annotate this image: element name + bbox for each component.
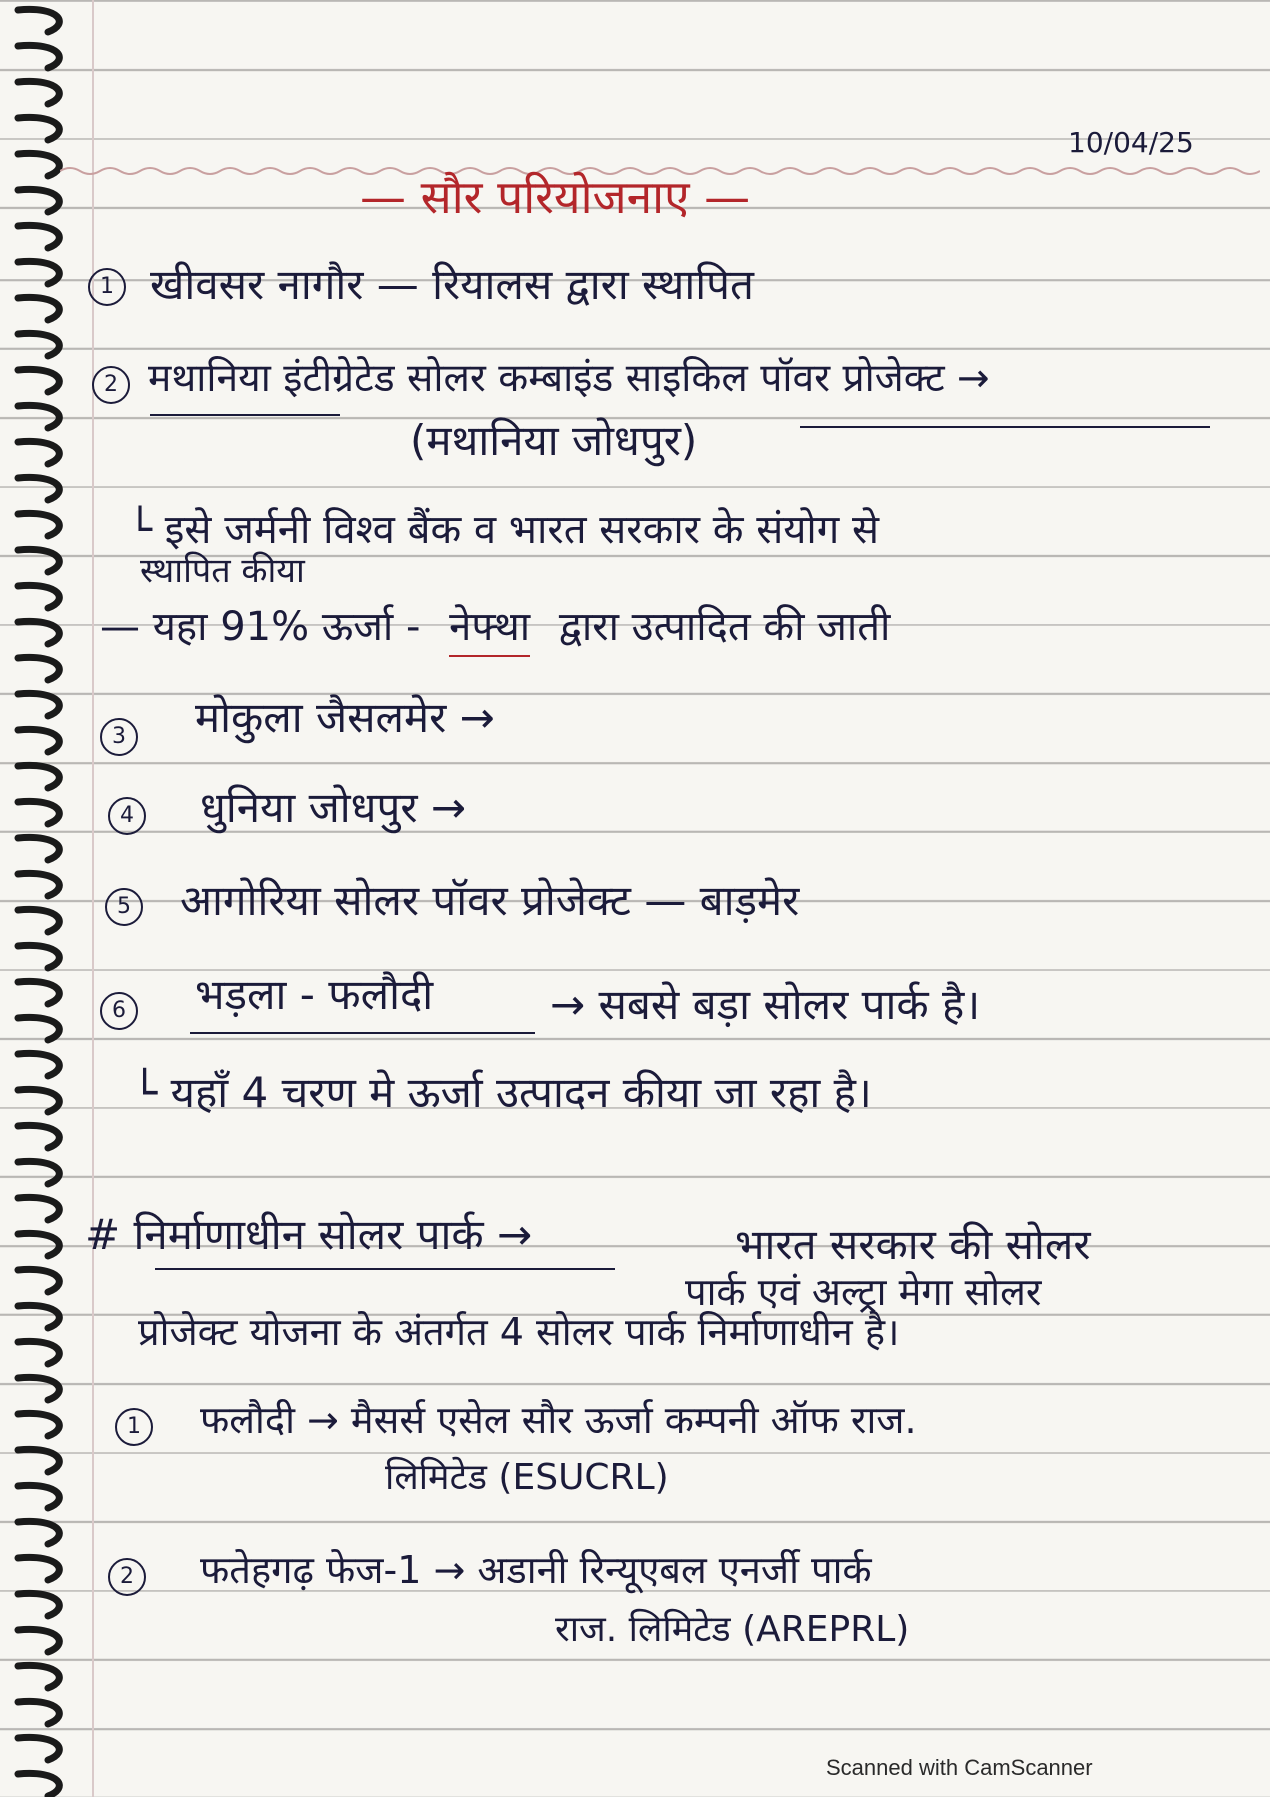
construction-item-1-line2: लिमिटेड (ESUCRL) xyxy=(385,1457,669,1498)
note-energy-line xyxy=(100,605,890,649)
spiral-coil xyxy=(18,513,59,536)
spiral-coil xyxy=(18,765,59,788)
spiral-coil xyxy=(18,189,59,212)
spiral-coil xyxy=(18,1089,59,1112)
spiral-coil xyxy=(18,45,59,68)
spiral-coil xyxy=(18,153,59,176)
construction-text-a: भारत सरकार की सोलर xyxy=(735,1220,1091,1269)
spiral-coil xyxy=(18,477,59,500)
spiral-coil xyxy=(18,1269,59,1292)
construction-item-2-line1: फतेहगढ़ फेज-1 → अडानी रिन्यूएबल एनर्जी पार्क xyxy=(200,1548,872,1592)
item-3-number: 3 xyxy=(100,718,138,756)
spiral-coil xyxy=(18,549,59,572)
construction-text-c: प्रोजेक्ट योजना के अंतर्गत 4 सोलर पार्क निर्माणाधीन है। xyxy=(138,1310,900,1354)
construction-item-2-number: 2 xyxy=(108,1558,146,1596)
spiral-binding-icon xyxy=(0,0,90,1797)
construction-heading: # निर्माणाधीन सोलर पार्क → xyxy=(85,1210,533,1259)
page-title: — सौर परियोजनाए — xyxy=(360,170,751,224)
naphtha-word xyxy=(449,605,530,649)
spiral-coil xyxy=(18,1197,59,1220)
spiral-coil xyxy=(18,801,59,824)
spiral-coil xyxy=(18,297,59,320)
item-5-text: आगोरिया सोलर पॉवर प्रोजेक्ट — बाड़मेर xyxy=(180,876,800,925)
spiral-coil xyxy=(18,909,59,932)
spiral-coil xyxy=(18,1521,59,1544)
spiral-coil xyxy=(18,9,59,32)
item-2-underline xyxy=(150,414,340,416)
note-energy-part2: द्वारा उत्पादित की जाती xyxy=(558,604,891,650)
item-6-text: → सबसे बड़ा सोलर पार्क है। xyxy=(550,980,981,1029)
spiral-coil xyxy=(18,117,59,140)
spiral-coil xyxy=(18,873,59,896)
spiral-coil xyxy=(18,1773,59,1796)
spiral-coil xyxy=(18,1017,59,1040)
item-2-underline-2 xyxy=(800,426,1210,428)
spiral-coil xyxy=(18,1449,59,1472)
spiral-coil xyxy=(18,621,59,644)
item-2-line2: (मथानिया जोधपुर) xyxy=(410,416,698,465)
spiral-coil xyxy=(18,1053,59,1076)
construction-item-1-number: 1 xyxy=(115,1408,153,1446)
note-established-line1: └ इसे जर्मनी विश्व बैंक व भारत सरकार के संयोग से xyxy=(128,507,880,553)
item-3-text: मोकुला जैसलमेर → xyxy=(195,693,495,742)
spiral-coil xyxy=(18,1125,59,1148)
item-4-number: 4 xyxy=(108,797,146,835)
spiral-coil xyxy=(18,1233,59,1256)
spiral-coil xyxy=(18,1737,59,1760)
spiral-coil xyxy=(18,945,59,968)
naphtha-underline xyxy=(449,655,530,657)
spiral-coil xyxy=(18,1485,59,1508)
item-6-place: भड़ला - फलौदी xyxy=(195,970,434,1019)
spiral-coil xyxy=(18,1305,59,1328)
item-6-sub: └ यहाँ 4 चरण मे ऊर्जा उत्पादन कीया जा रहा है। xyxy=(132,1068,872,1117)
item-1-text: खीवसर नागौर — रियालस द्वारा स्थापित xyxy=(150,260,754,309)
spiral-coil xyxy=(18,405,59,428)
spiral-coil xyxy=(18,657,59,680)
item-2-line1: मथानिया इंटीग्रेटेड सोलर कम्बाइंड साइकिल पॉवर प्रोजेक्ट → xyxy=(148,356,990,401)
spiral-coil xyxy=(18,1593,59,1616)
item-6-underline xyxy=(190,1032,535,1034)
spiral-coil xyxy=(18,1341,59,1364)
spiral-coil xyxy=(18,441,59,464)
margin-line xyxy=(92,0,94,1797)
spiral-coil xyxy=(18,1413,59,1436)
spiral-coil xyxy=(18,981,59,1004)
item-1-number: 1 xyxy=(88,268,126,306)
note-energy-part1: — यहा 91% ऊर्जा - xyxy=(100,604,421,650)
construction-underline xyxy=(155,1268,615,1270)
item-4-text: धुनिया जोधपुर → xyxy=(200,783,467,832)
spiral-coil xyxy=(18,261,59,284)
construction-item-2-line2: राज. लिमिटेड (AREPRL) xyxy=(555,1609,910,1650)
spiral-coil xyxy=(18,1701,59,1724)
construction-item-1-line1: फलौदी → मैसर्स एसेल सौर ऊर्जा कम्पनी ऑफ राज. xyxy=(200,1398,917,1442)
spiral-coil xyxy=(18,693,59,716)
scanner-watermark: Scanned with CamScanner xyxy=(826,1755,1093,1780)
spiral-coil xyxy=(18,729,59,752)
spiral-coil xyxy=(18,1629,59,1652)
spiral-coil xyxy=(18,81,59,104)
item-6-number: 6 xyxy=(100,992,138,1030)
spiral-coil xyxy=(18,1377,59,1400)
spiral-coil xyxy=(18,585,59,608)
spiral-coil xyxy=(18,1161,59,1184)
spiral-coil xyxy=(18,837,59,860)
spiral-coil xyxy=(18,1665,59,1688)
date: 10/04/25 xyxy=(1068,126,1194,159)
spiral-coil xyxy=(18,369,59,392)
item-2-number: 2 xyxy=(92,366,130,404)
spiral-coil xyxy=(18,225,59,248)
construction-text-b: पार्क एवं अल्ट्रा मेगा सोलर xyxy=(685,1270,1042,1314)
naphtha-text: नेफ्था xyxy=(449,604,531,650)
spiral-coil xyxy=(18,1557,59,1580)
note-established-line2: स्थापित कीया xyxy=(140,551,305,591)
spiral-coil xyxy=(18,333,59,356)
item-5-number: 5 xyxy=(105,888,143,926)
